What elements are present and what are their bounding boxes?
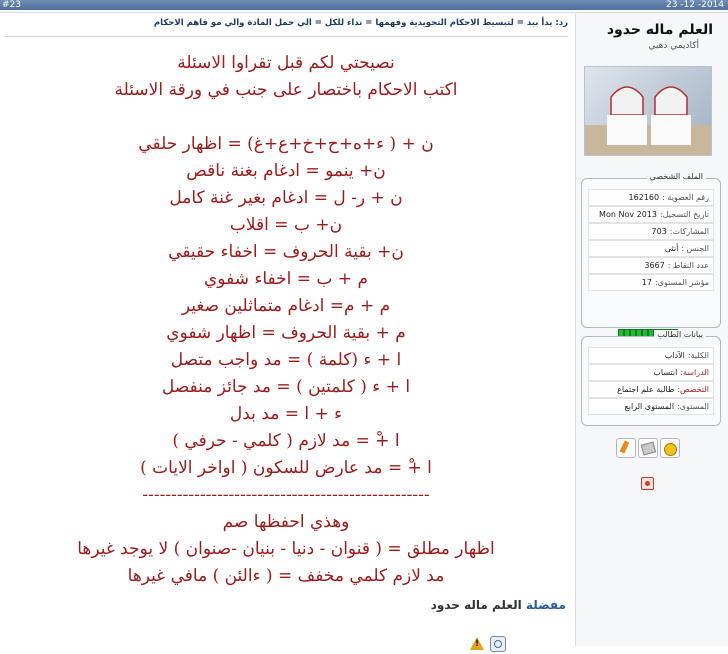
pencil-award-icon[interactable] — [616, 438, 636, 458]
info-label: المستوى: — [677, 402, 709, 411]
info-row — [588, 274, 714, 291]
post-line: ن+ بقية الحروف = اخفاء حقيقي — [168, 242, 404, 262]
info-row — [588, 223, 714, 240]
title-divider — [4, 36, 568, 37]
post-line — [0, 104, 572, 131]
info-value: أنثى — [664, 244, 679, 253]
medal-award-icon[interactable] — [660, 438, 680, 458]
info-value: 17 — [641, 278, 652, 287]
info-row — [588, 206, 714, 223]
post-line: ا + ء ( كلمتين ) = مد جائز منفصل — [161, 377, 411, 397]
info-label: التخصص: — [677, 385, 709, 394]
info-value: 3667 — [644, 261, 665, 270]
post-line: ء + ا = مد بدل — [229, 404, 343, 424]
favorite-line — [431, 598, 566, 612]
info-label: رقم العضوية : — [662, 193, 709, 202]
profile-legend: الملف الشخصي — [647, 172, 706, 181]
info-value: انتساب — [653, 368, 678, 377]
info-label: الكلية: — [687, 351, 709, 360]
info-label: عدد النقاط : — [667, 261, 709, 270]
info-row — [588, 189, 714, 206]
status-icon[interactable] — [641, 477, 654, 490]
info-label: الدراسة: — [680, 368, 709, 377]
info-value: طالبة علم اجتماع — [617, 385, 675, 394]
post-line: نصيحتي لكم قبل تقراوا الاسئلة — [177, 53, 395, 73]
info-row — [588, 381, 714, 398]
post-line: ن + ( ء+ه+ح+خ+ع+غ) = اظهار حلقي — [138, 134, 434, 154]
info-value: Mon Nov 2013 — [599, 210, 657, 219]
avatar-image — [585, 67, 711, 155]
info-row — [588, 257, 714, 274]
info-row — [588, 347, 714, 364]
post-line: اكتب الاحكام باختصار على جنب في ورقة الاسئلة — [114, 80, 458, 100]
post-body — [0, 50, 572, 590]
student-legend: بيانات الطالب — [654, 330, 706, 339]
profile-box — [581, 172, 721, 328]
info-value: الآداب — [664, 351, 685, 360]
info-value: 162160 — [628, 193, 660, 202]
post-tools — [470, 634, 510, 654]
avatar — [584, 66, 712, 156]
report-post-icon[interactable]: ! — [470, 637, 484, 650]
username[interactable]: العلم ماله حدود — [606, 22, 713, 38]
info-row — [588, 364, 714, 381]
post-line: م + م= ادغام متماثلين صغير — [181, 296, 391, 316]
post-line: مد لازم كلمي مخفف = ( ءالئن ) مافي غيرها — [127, 566, 445, 586]
info-value: المستوى الرابع — [624, 402, 675, 411]
post-line: م + ب = اخفاء شفوي — [204, 269, 368, 289]
post-line: اظهار مطلق = ( قنوان - دنيا - بنيان -صنوان ) لا يوجد غيرها — [77, 539, 495, 559]
post-options-icon[interactable] — [490, 636, 506, 652]
post-line: ن + ر- ل = ادغام بغير غنة كامل — [169, 188, 403, 208]
post-line: ن+ ينمو = ادغام بغنة ناقص — [186, 161, 386, 181]
favorite-prefix: مفضلة — [525, 598, 566, 612]
post-content — [0, 14, 572, 649]
post-number[interactable]: #23 — [2, 0, 21, 10]
post-title: رد: بدأ بيد = لتبسيط الاحكام التجويدية وفهمها = نداء للكل = الي حمل المادة والي مو فاهم الاحكام — [153, 18, 568, 28]
eraser-award-icon[interactable] — [638, 438, 658, 458]
info-row — [588, 240, 714, 257]
info-label: الجنس : — [681, 244, 709, 253]
favorite-user[interactable]: العلم ماله حدود — [430, 598, 522, 612]
post-line: وهذي احفظها صم — [222, 512, 350, 532]
post-line: ا +ْ = مد لازم ( كلمي - حرفي ) — [172, 431, 400, 451]
info-label: مؤشر المستوى: — [654, 278, 709, 287]
user-title: أكاديمي ذهبي — [648, 41, 699, 51]
post-line: م + بقية الحروف = اظهار شفوي — [166, 323, 406, 343]
header-divider — [0, 12, 728, 13]
info-label: المشاركات: — [669, 227, 709, 236]
post-date: 23 -12 -2014 — [665, 0, 724, 10]
info-value: 703 — [651, 227, 667, 236]
user-sidebar — [575, 14, 728, 646]
info-label: تاريخ التسجيل: — [659, 210, 709, 219]
post-line: ا +ْ = مد عارض للسكون ( اواخر الايات ) — [140, 458, 432, 478]
post-line: -------------------------------------------------- — [142, 485, 430, 505]
info-row — [588, 398, 714, 415]
post-header-bar — [0, 0, 728, 10]
student-box — [581, 330, 721, 426]
post-line: ن+ ب = اقلاب — [229, 215, 343, 235]
post-line: ا + ء (كلمة ) = مد واجب متصل — [170, 350, 402, 370]
